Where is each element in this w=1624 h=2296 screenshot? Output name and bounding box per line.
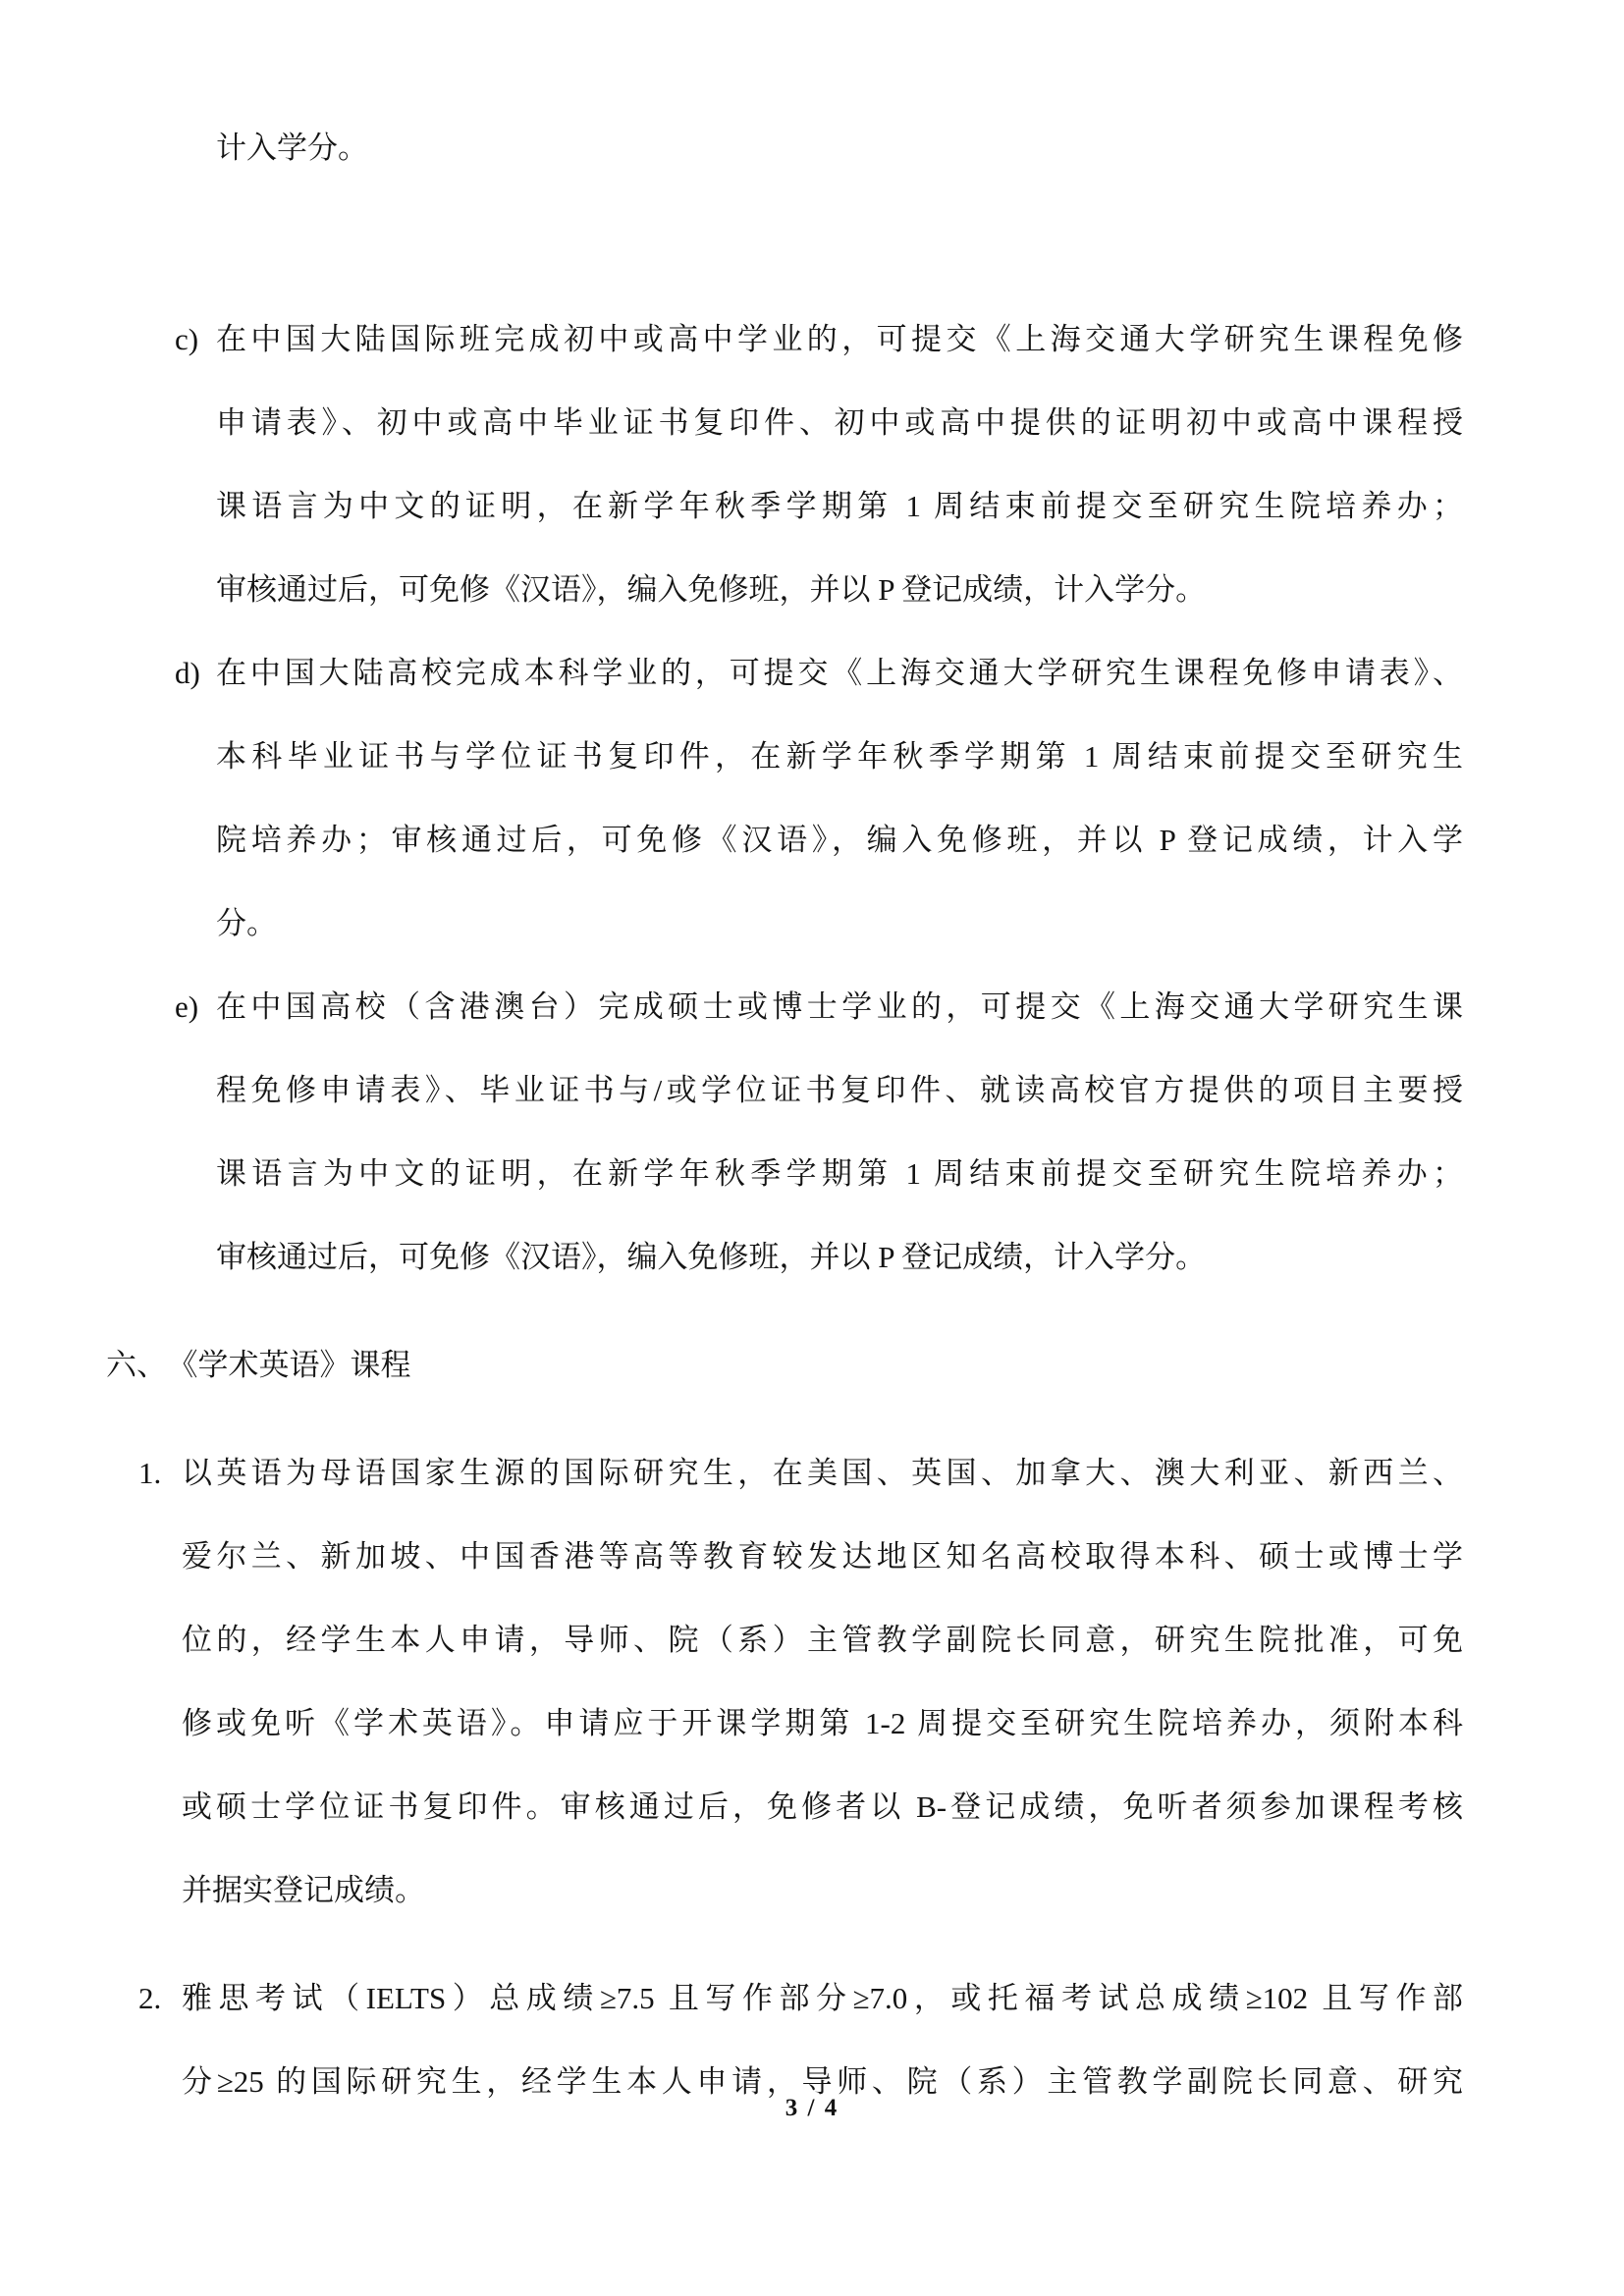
text-line: 分。 [216, 906, 277, 940]
text-line: 在中国大陆高校完成本科学业的，可提交《上海交通大学研究生课程免修申请表》、 [216, 656, 1463, 690]
text-line: 修或免听《学术英语》。申请应于开课学期第 1-2 周提交至研究生院培养办，须附本科 [182, 1706, 1463, 1740]
text-line: 在中国大陆国际班完成初中或高中学业的，可提交《上海交通大学研究生课程免修 [216, 322, 1463, 356]
section-heading [106, 1323, 1624, 1407]
text-line: 或硕士学位证书复印件。审核通过后，免修者以 B-登记成绩，免听者须参加课程考核 [182, 1789, 1463, 1824]
text-line: 以英语为母语国家生源的国际研究生，在美国、英国、加拿大、澳大利亚、新西兰、 [182, 1456, 1463, 1490]
text-line: 雅思考试（IELTS）总成绩≥7.5 且写作部分≥7.0，或托福考试总成绩≥102 且写作部 [182, 1981, 1463, 2015]
text-line: 并据实登记成绩。 [182, 1873, 425, 1907]
text-line: 本科毕业证书与学位证书复印件，在新学年秋季学期第 1 周结束前提交至研究生 [216, 739, 1463, 774]
text-line: 在中国高校（含港澳台）完成硕士或博士学业的，可提交《上海交通大学研究生课 [216, 989, 1463, 1024]
text-line: 课语言为中文的证明，在新学年秋季学期第 1 周结束前提交至研究生院培养办； [216, 489, 1463, 523]
section-heading-title: 《学术英语》课程 [183, 1348, 411, 1382]
item-label: d) [175, 656, 200, 690]
text-line: 审核通过后，可免修《汉语》，编入免修班，并以 P 登记成绩，计入学分。 [216, 572, 1207, 607]
page-number: 3 / 4 [785, 2095, 839, 2121]
item-label: c) [175, 322, 199, 356]
text-line: 分≥25 的国际研究生，经学生本人申请，导师、院（系）主管教学副院长同意、研究 [182, 2064, 1463, 2099]
item-number: 2. [138, 1981, 162, 2015]
numbered-item-1 [138, 1431, 1463, 1932]
text-line: 程免修申请表》、毕业证书与/或学位证书复印件、就读高校官方提供的项目主要授 [216, 1073, 1463, 1107]
paragraph-continuation [216, 106, 1463, 189]
section-heading-marker: 六、 [106, 1348, 167, 1382]
text-line: 课语言为中文的证明，在新学年秋季学期第 1 周结束前提交至研究生院培养办； [216, 1156, 1463, 1191]
text-line: 申请表》、初中或高中毕业证书复印件、初中或高中提供的证明初中或高中课程授 [216, 405, 1463, 440]
list-item-d [175, 631, 1463, 965]
text-line: 院培养办；审核通过后，可免修《汉语》，编入免修班，并以 P 登记成绩，计入学 [216, 823, 1463, 857]
list-item-c [175, 297, 1463, 631]
item-label: e) [175, 989, 199, 1024]
text-line: 计入学分。 [216, 131, 368, 165]
text-line: 爱尔兰、新加坡、中国香港等高等教育较发达地区知名高校取得本科、硕士或博士学 [182, 1539, 1463, 1574]
text-line: 位的，经学生本人申请，导师、院（系）主管教学副院长同意，研究生院批准，可免 [182, 1623, 1463, 1657]
item-number: 1. [138, 1456, 162, 1490]
list-item-e [175, 965, 1463, 1299]
text-line: 审核通过后，可免修《汉语》，编入免修班，并以 P 登记成绩，计入学分。 [216, 1240, 1207, 1274]
